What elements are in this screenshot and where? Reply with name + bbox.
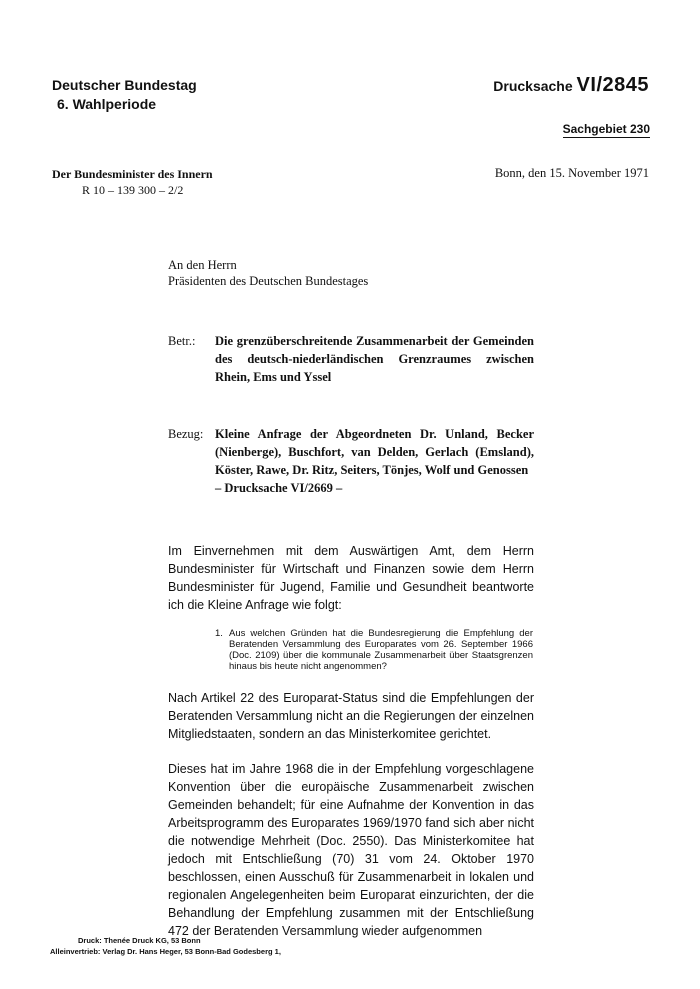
footer-distributor: Alleinvertrieb: Verlag Dr. Hans Heger, 53 Bonn-Bad Godesberg 1,	[50, 947, 281, 956]
drucksache-number: VI/2845	[576, 74, 649, 96]
question-item	[215, 628, 533, 672]
footer-printer: Druck: Thenée Druck KG, 53 Bonn	[78, 936, 201, 945]
question-text: Aus welchen Gründen hat die Bundesregierung die Empfehlung der Beratenden Versammlung des Europarates vom 26. September 1966 (Doc. 2109) über die kommunale Zusammenarbeit über Staatsgrenzen hinaus bis heute nicht angenommen?	[229, 628, 533, 672]
reference-drucksache: – Drucksache VI/2669 –	[215, 481, 343, 495]
sender-block	[52, 166, 213, 198]
reference-label: Bezug:	[168, 427, 204, 441]
drucksache-heading	[493, 74, 649, 97]
answer-paragraph-2: Dieses hat im Jahre 1968 die in der Empfehlung vorgeschlagene Konvention über die europäische Zusammenarbeit zwischen Gemeinden behandelt; für eine Aufnahme der Konvention in das Arbeitsprogramm des Europarates 1969/1970 fand sich aber nicht die notwendige Mehrheit (Doc. 2550). Das Ministerkomitee hat jedoch mit Entschließung (70) 31 vom 24. Oktober 1970 beschlossen, einen Ausschuß für Zusammenarbeit in lokalen und regionalen Angelegenheiten beim Europarat einzurichten, der die Behandlung der Empfehlung zusammen mit der Entschließung 472 der Beratenden Versammlung wieder aufgenommen	[168, 762, 534, 938]
address-line-2: Präsidenten des Deutschen Bundestages	[168, 274, 369, 288]
sachgebiet-label: Sachgebiet 230	[562, 122, 650, 136]
answer-paragraph-1: Nach Artikel 22 des Europarat-Status sind die Empfehlungen der Beratenden Versammlung nicht an die Regierungen der einzelnen Mitgliedstaaten, sondern an das Ministerkomitee gerichtet.	[168, 691, 534, 741]
printer-footer	[50, 935, 281, 957]
address-line-1: An den Herrn	[168, 258, 237, 272]
question-number: 1.	[215, 628, 223, 639]
drucksache-label: Drucksache	[493, 78, 573, 94]
reference-text	[215, 425, 534, 497]
letter-date: Bonn, den 15. November 1971	[494, 166, 649, 180]
subject-label: Betr.:	[168, 334, 196, 348]
sender-reference: R 10 – 139 300 – 2/2	[82, 183, 184, 197]
sender-name: Der Bundesminister des Innern	[52, 167, 213, 181]
parliament-name: Deutscher Bundestag	[52, 77, 197, 93]
reference-body: Kleine Anfrage der Abgeordneten Dr. Unland, Becker (Nienberge), Buschfort, van Delden, Gerlach (Emsland), Köster, Rawe, Dr. Ritz, Seiters, Tönjes, Wolf und Genossen	[215, 427, 534, 477]
parliament-header	[52, 76, 197, 114]
recipient-address	[168, 257, 368, 289]
subject-text: Die grenzüberschreitende Zusammenarbeit der Gemeinden des deutsch-niederländischen Grenzraumes zwischen Rhein, Ems und Yssel	[215, 334, 534, 384]
subject-block	[168, 332, 534, 386]
reference-block	[168, 425, 534, 497]
electoral-period: 6. Wahlperiode	[57, 96, 157, 112]
intro-paragraph: Im Einvernehmen mit dem Auswärtigen Amt, dem Herrn Bundesminister für Wirtschaft und Finanzen sowie dem Herrn Bundesminister für Jugend, Familie und Gesundheit beantworte ich die Kleine Anfrage wie folgt:	[168, 544, 534, 612]
